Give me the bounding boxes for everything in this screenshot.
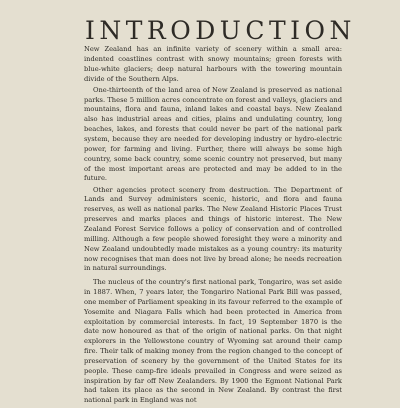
paragraph-3: Other agencies protect scenery from destruction. The Department of Lands and Survey administers scenic, historic, and flora and fauna reserves, as well as national parks. The New Zealand Historic Places Trust preserves and marks places and things of historic interest. The New Zealand Forest Service follows a policy of conservation and of controlled milling. Although a few people showed foresight they were a minority and New Zealand undoubtedly made mistakes as a young country: its maturity now recognises that man does not live by bread alone; he needs recreation in natural surroundings. bbox=[84, 185, 342, 273]
page-title: INTRODUCTION bbox=[85, 16, 356, 45]
paragraph-1: New Zealand has an infinite variety of scenery within a small area: indented coastlines contrast with snowy mountains; green forests with blue-white glaciers; deep natural harbours with the towering mountain divide of the Southern Alps. bbox=[84, 45, 342, 83]
paragraph-2: One-thirteenth of the land area of New Zealand is preserved as national parks. These 5 million acres concentrate on forest and valleys, glaciers and mountains, flora and fauna, inland lakes and coastal bays. New Zealand also has industrial areas and cities, plains and undulating country, long beaches, lakes, and forests that could never be part of the national park system, because they are needed for developing industry or hydro-electric power, for farming and living. Further, there will always be some high country, some back country, some scenic country not preserved, but many of the most important areas are protected and may be added to in the future. bbox=[84, 85, 342, 183]
paragraph-4: The nucleus of the country's first national park, Tongariro, was set aside in 1887. When, 7 years later, the Tongariro National Park Bill was passed, one member of Parliament speaking in its favour referred to the example of Yosemite and Niagara Falls which had been protected in America from exploitation by commercial interests. In fact, 19 September 1870 is the date now honoured as that of the origin of national parks. On that night explorers in the Yellowstone country of Wyoming sat around their camp fire. Their talk of making money from the region changed to the concept of preservation of scenery by the government of the United States for its people. These camp-fire ideals prevailed in Congress and were seized as inspiration by far off New Zealanders. By 1900 the Egmont National Park had taken its place as the second in New Zealand. By contrast the first national park in England was not bbox=[84, 278, 342, 405]
body-text bbox=[84, 45, 342, 408]
